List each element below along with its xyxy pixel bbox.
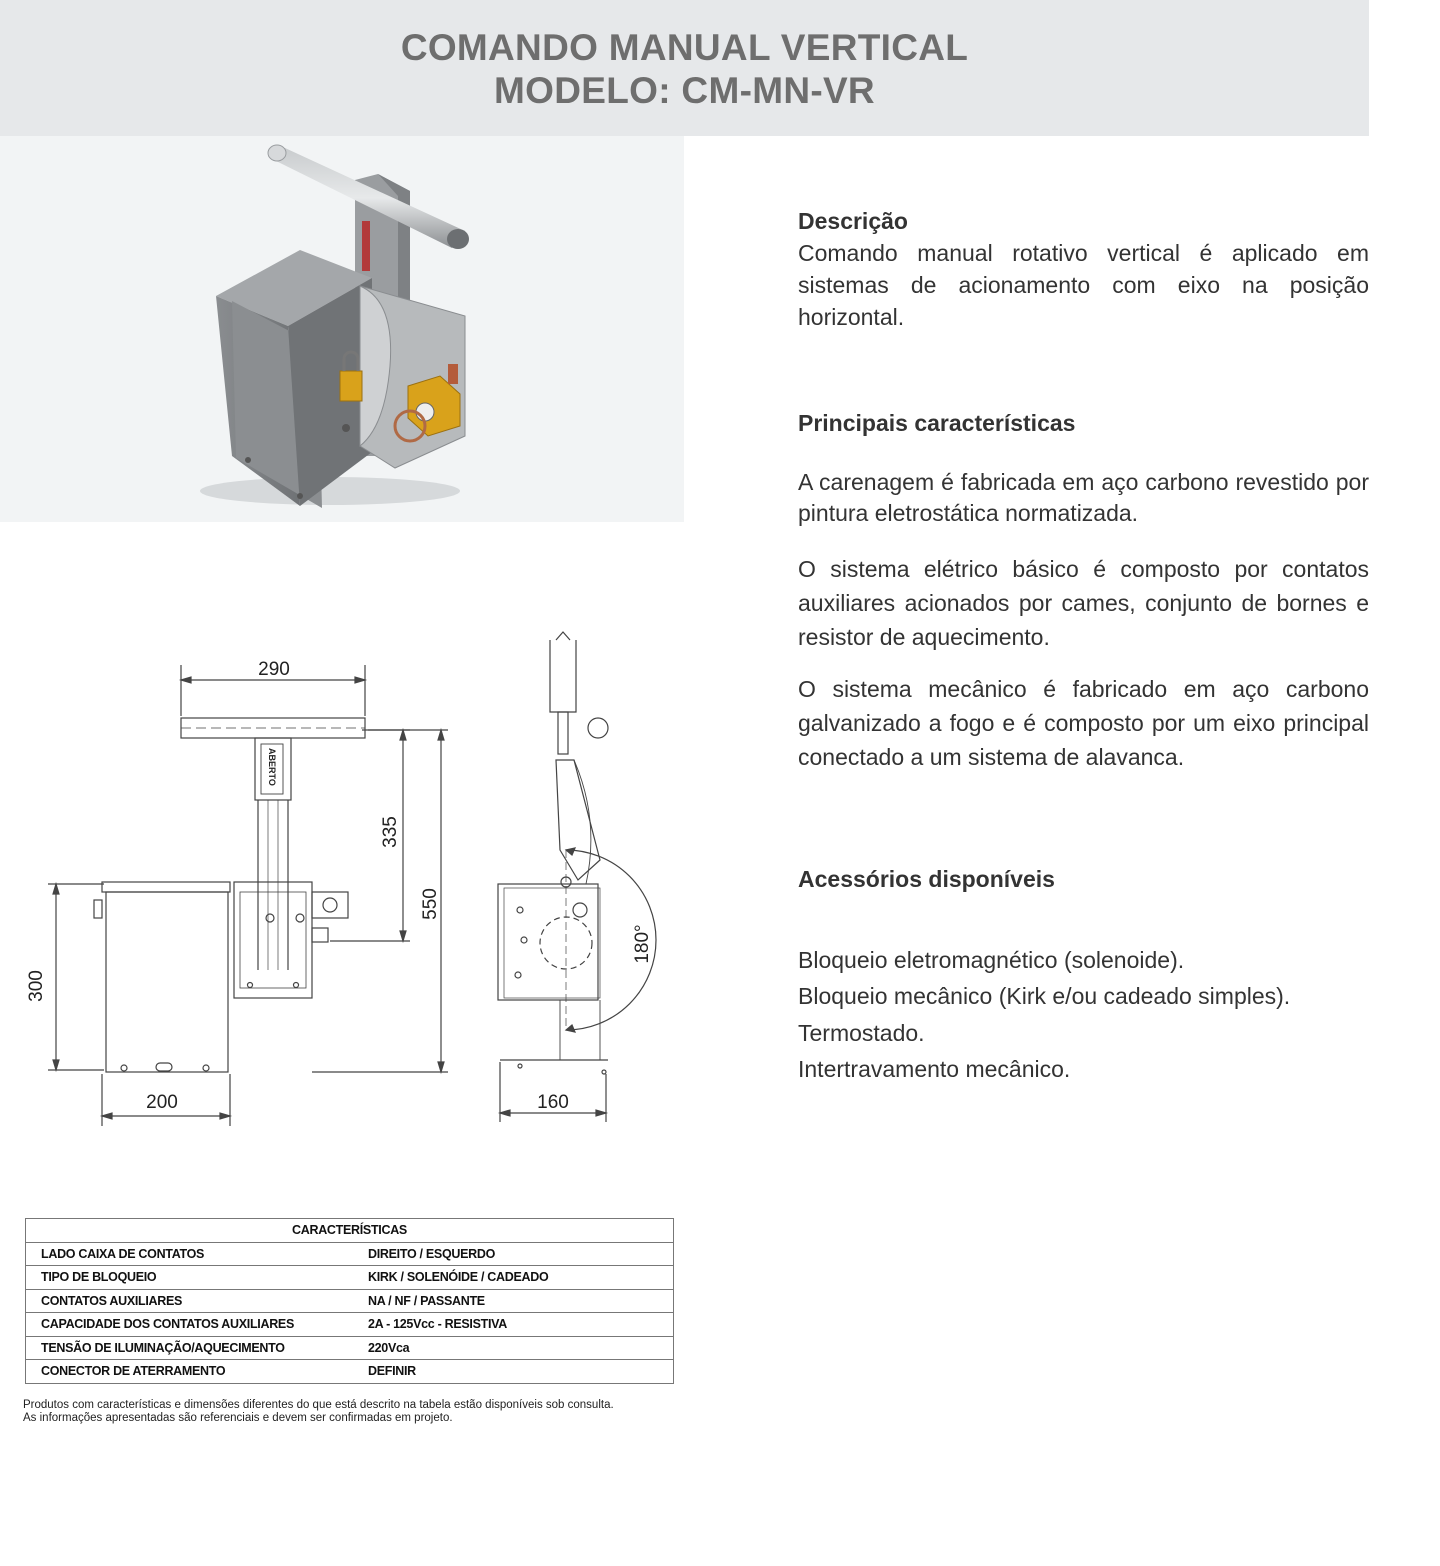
table-value: DEFINIR bbox=[353, 1360, 674, 1384]
dim-290-label: 290 bbox=[258, 659, 290, 680]
aberto-tag-label: ABERTO bbox=[267, 748, 277, 786]
table-row bbox=[26, 1242, 674, 1266]
features-heading: Principais características bbox=[798, 410, 1076, 436]
description-section bbox=[798, 208, 1369, 333]
table-row bbox=[26, 1313, 674, 1337]
table-value: DIREITO / ESQUERDO bbox=[353, 1242, 674, 1266]
table-label: CONECTOR DE ATERRAMENTO bbox=[26, 1360, 354, 1384]
accessory-item: Termostado. bbox=[798, 1019, 925, 1046]
accessory-item: Bloqueio mecânico (Kirk e/ou cadeado simples). bbox=[798, 983, 1291, 1009]
feature-paragraph: O sistema mecânico é fabricado em aço carbono galvanizado a fogo e é composto por um eixo principal conectado a um sistema de alavanca. bbox=[798, 676, 1369, 770]
features-section bbox=[798, 410, 1369, 774]
table-header-row bbox=[26, 1219, 674, 1243]
angle-180-label: 180° bbox=[632, 924, 653, 964]
footnote bbox=[23, 1399, 614, 1425]
table-label: LADO CAIXA DE CONTATOS bbox=[26, 1242, 354, 1266]
page-title: COMANDO MANUAL VERTICAL bbox=[400, 27, 969, 68]
table-title: CARACTERÍSTICAS bbox=[26, 1219, 674, 1243]
accessories-section bbox=[798, 861, 1369, 1088]
accessories-heading: Acessórios disponíveis bbox=[798, 866, 1055, 892]
dim-300-label: 300 bbox=[26, 970, 47, 1002]
dim-335-label: 335 bbox=[380, 816, 401, 848]
page-header bbox=[0, 0, 1369, 136]
feature-paragraph: A carenagem é fabricada em aço carbono revestido por pintura eletrostática normatizada. bbox=[798, 469, 1369, 526]
specs-table bbox=[25, 1218, 674, 1384]
accessory-item: Bloqueio eletromagnético (solenoide). bbox=[798, 946, 1185, 973]
table-value: 2A - 125Vcc - RESISTIVA bbox=[353, 1313, 674, 1337]
table-value: 220Vca bbox=[353, 1336, 674, 1360]
description-text: Comando manual rotativo vertical é aplicado em sistemas de acionamento com eixo na posição horizontal. bbox=[798, 240, 1369, 330]
dim-200-label: 200 bbox=[146, 1092, 178, 1113]
feature-paragraph: O sistema elétrico básico é composto por contatos auxiliares acionados por cames, conjunto de bornes e resistor de aquecimento. bbox=[798, 556, 1369, 650]
model-title: MODELO: CM-MN-VR bbox=[494, 70, 875, 111]
dim-160-label: 160 bbox=[537, 1092, 569, 1113]
footnote-line: Produtos com características e dimensões diferentes do que está descrito na tabela estão disponíveis sob consulta. bbox=[23, 1399, 614, 1411]
table-label: TENSÃO DE ILUMINAÇÃO/AQUECIMENTO bbox=[26, 1336, 354, 1360]
product-photo bbox=[0, 136, 684, 522]
table-row bbox=[26, 1266, 674, 1290]
table-row bbox=[26, 1336, 674, 1360]
table-value: NA / NF / PASSANTE bbox=[353, 1289, 674, 1313]
dim-550-label: 550 bbox=[420, 888, 441, 920]
table-label: CONTATOS AUXILIARES bbox=[26, 1289, 354, 1313]
accessory-item: Intertravamento mecânico. bbox=[798, 1056, 1071, 1082]
description-heading: Descrição bbox=[798, 208, 908, 234]
table-label: CAPACIDADE DOS CONTATOS AUXILIARES bbox=[26, 1313, 354, 1337]
table-row bbox=[26, 1360, 674, 1384]
technical-drawing bbox=[0, 600, 700, 1145]
table-value: KIRK / SOLENÓIDE / CADEADO bbox=[353, 1266, 674, 1290]
table-label: TIPO DE BLOQUEIO bbox=[26, 1266, 354, 1290]
table-row bbox=[26, 1289, 674, 1313]
footnote-line: As informações apresentadas são referenciais e devem ser confirmadas em projeto. bbox=[23, 1412, 453, 1424]
